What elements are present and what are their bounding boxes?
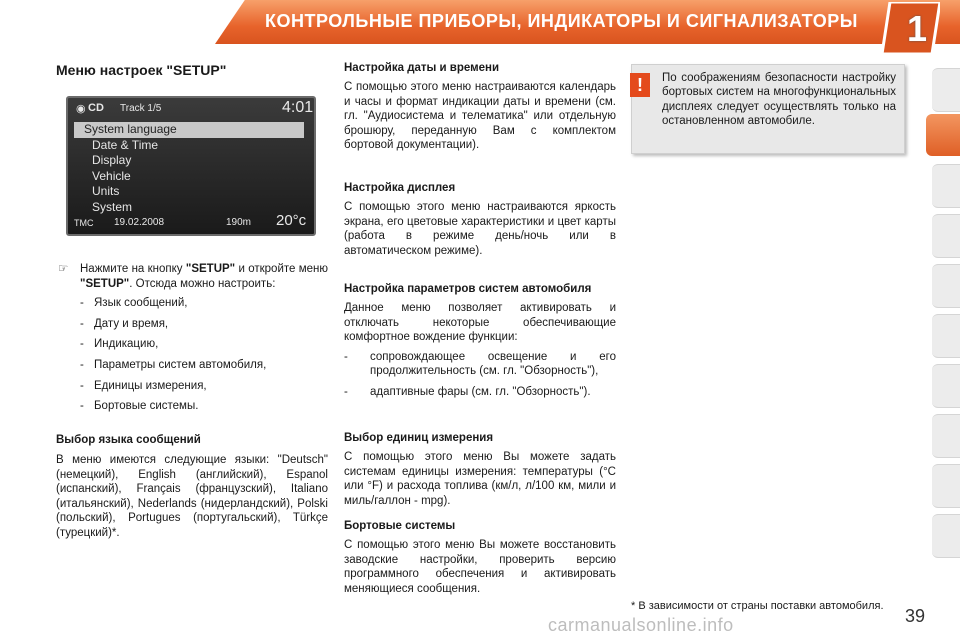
setup-options-list <box>56 296 328 414</box>
date-text: С помощью этого меню настраиваются календарь и часы и формат индикации даты и времени (см. гл. "Аудиосистема и телематика" или отдельную брошюру, переданную Вам с комплектом бортовой документации). <box>344 81 616 152</box>
arrow-bullet-icon: ☞ <box>58 263 69 275</box>
units-section <box>344 432 616 508</box>
section-title-onboard: Бортовые системы <box>344 520 456 532</box>
language-text: В меню имеются следующие языки: "Deutsch" (немецкий), English (английский), Espanol (испанский), Français (французский), Italiano (итальянский), Nederlands (нидерландский), Polski (польский), Portugues (португальский), Türkçe (турецкий)*. <box>56 454 328 539</box>
watermark: carmanualsonline.info <box>548 615 734 635</box>
screen-menu-item: Units <box>92 184 120 198</box>
section-title-display: Настройка дисплея <box>344 182 456 194</box>
list-item: - Единицы измерения, <box>80 379 328 394</box>
screen-menu <box>74 122 304 215</box>
safety-note <box>631 64 905 154</box>
list-item: - адаптивные фары (см. гл. "Обзорность"). <box>344 385 616 400</box>
screen-source: CD <box>88 102 104 114</box>
setup-instruction <box>56 262 328 414</box>
screen-menu-item: Display <box>92 153 132 167</box>
list-item: - сопровождающее освещение и его продолжительность (см. гл. "Обзорность"), <box>344 350 616 379</box>
chapter-tab[interactable] <box>932 314 960 358</box>
onboard-section <box>344 520 616 596</box>
chapter-tab[interactable] <box>932 164 960 208</box>
list-item: - Параметры систем автомобиля, <box>80 358 328 373</box>
safety-note-text: По соображениям безопасности настройку бортовых систем на многофункциональных дисплеях следует осуществлять только на остановленном автомобиле. <box>662 72 896 128</box>
chapter-tab[interactable] <box>932 514 960 558</box>
screen-menu-item: Date & Time <box>92 137 159 152</box>
setup-screen-image <box>66 96 316 236</box>
screen-menu-item: System <box>92 199 133 214</box>
chapter-number: 1 <box>907 8 928 49</box>
screen-time: 4:01 <box>282 99 314 116</box>
screen-bottom-bar <box>68 214 314 234</box>
chapter-tabs <box>932 68 960 588</box>
section-title-vehicle: Настройка параметров систем автомобиля <box>344 283 592 295</box>
instruction-text <box>56 262 328 291</box>
screen-date: 19.02.2008 <box>114 217 165 228</box>
chapter-tab[interactable] <box>932 414 960 458</box>
chapter-tab-active[interactable] <box>926 114 960 156</box>
screen-temperature: 20°c <box>276 212 307 229</box>
left-column <box>56 62 328 78</box>
screen-tmc: TMC <box>74 218 94 228</box>
section-title-units: Выбор единиц измерения <box>344 432 494 444</box>
footnote: * В зависимости от страны поставки автомобиля. <box>631 600 884 612</box>
section-title-language: Выбор языка сообщений <box>56 434 201 446</box>
setup-keyword: "SETUP" <box>80 277 130 290</box>
header-title: КОНТРОЛЬНЫЕ ПРИБОРЫ, ИНДИКАТОРЫ И СИГНАЛИЗАТОРЫ <box>265 11 858 31</box>
chapter-tab[interactable] <box>932 364 960 408</box>
instruction-part: . Отсюда можно настроить: <box>129 277 276 290</box>
onboard-text: С помощью этого меню Вы можете восстановить заводские настройки, проверить версию программного обеспечения и активировать меняющиеся сообщения. <box>344 539 616 595</box>
vehicle-section <box>344 283 616 400</box>
chapter-tab[interactable] <box>932 464 960 508</box>
list-item: - Дату и время, <box>80 317 328 332</box>
disc-icon: ◉ <box>76 103 86 115</box>
chapter-tab[interactable] <box>932 214 960 258</box>
screen-menu-item: Vehicle <box>92 168 131 183</box>
instruction-part: и откройте меню <box>238 263 328 275</box>
page-header <box>215 0 960 44</box>
list-item: - Индикацию, <box>80 337 328 352</box>
units-text: С помощью этого меню Вы можете задать системам единицы измерения: температуры (°С или °F) и расхода топлива (км/л, л/100 км, мили и миль/галлон - mpg). <box>344 451 616 507</box>
display-text: С помощью этого меню настраиваются яркость экрана, его цветовые характеристики и цвет карты (работа в режиме день/ночь или в автоматическом режиме). <box>344 201 616 257</box>
screen-top-bar <box>68 98 314 118</box>
screen-track: Track 1/5 <box>120 103 162 114</box>
list-item: - Язык сообщений, <box>80 296 328 311</box>
list-item: - Бортовые системы. <box>80 399 328 414</box>
section-title-date: Настройка даты и времени <box>344 62 500 74</box>
screen-distance: 190m <box>226 217 252 228</box>
instruction-part: Нажмите на кнопку <box>80 263 183 275</box>
warning-icon: ! <box>630 73 650 97</box>
section-title-setup: Меню настроек "SETUP" <box>56 62 227 78</box>
chapter-tab[interactable] <box>932 264 960 308</box>
screen-menu-item-selected: System language <box>74 122 304 138</box>
chapter-tab[interactable] <box>932 68 960 112</box>
page-number: 39 <box>905 606 926 626</box>
setup-keyword: "SETUP" <box>185 263 236 275</box>
middle-column <box>344 62 616 153</box>
language-section <box>56 434 328 541</box>
display-section <box>344 182 616 258</box>
vehicle-functions-list <box>344 350 616 400</box>
vehicle-text: Данное меню позволяет активировать и отключать некоторые обеспечивающие комфортное вождение функции: <box>344 302 616 344</box>
